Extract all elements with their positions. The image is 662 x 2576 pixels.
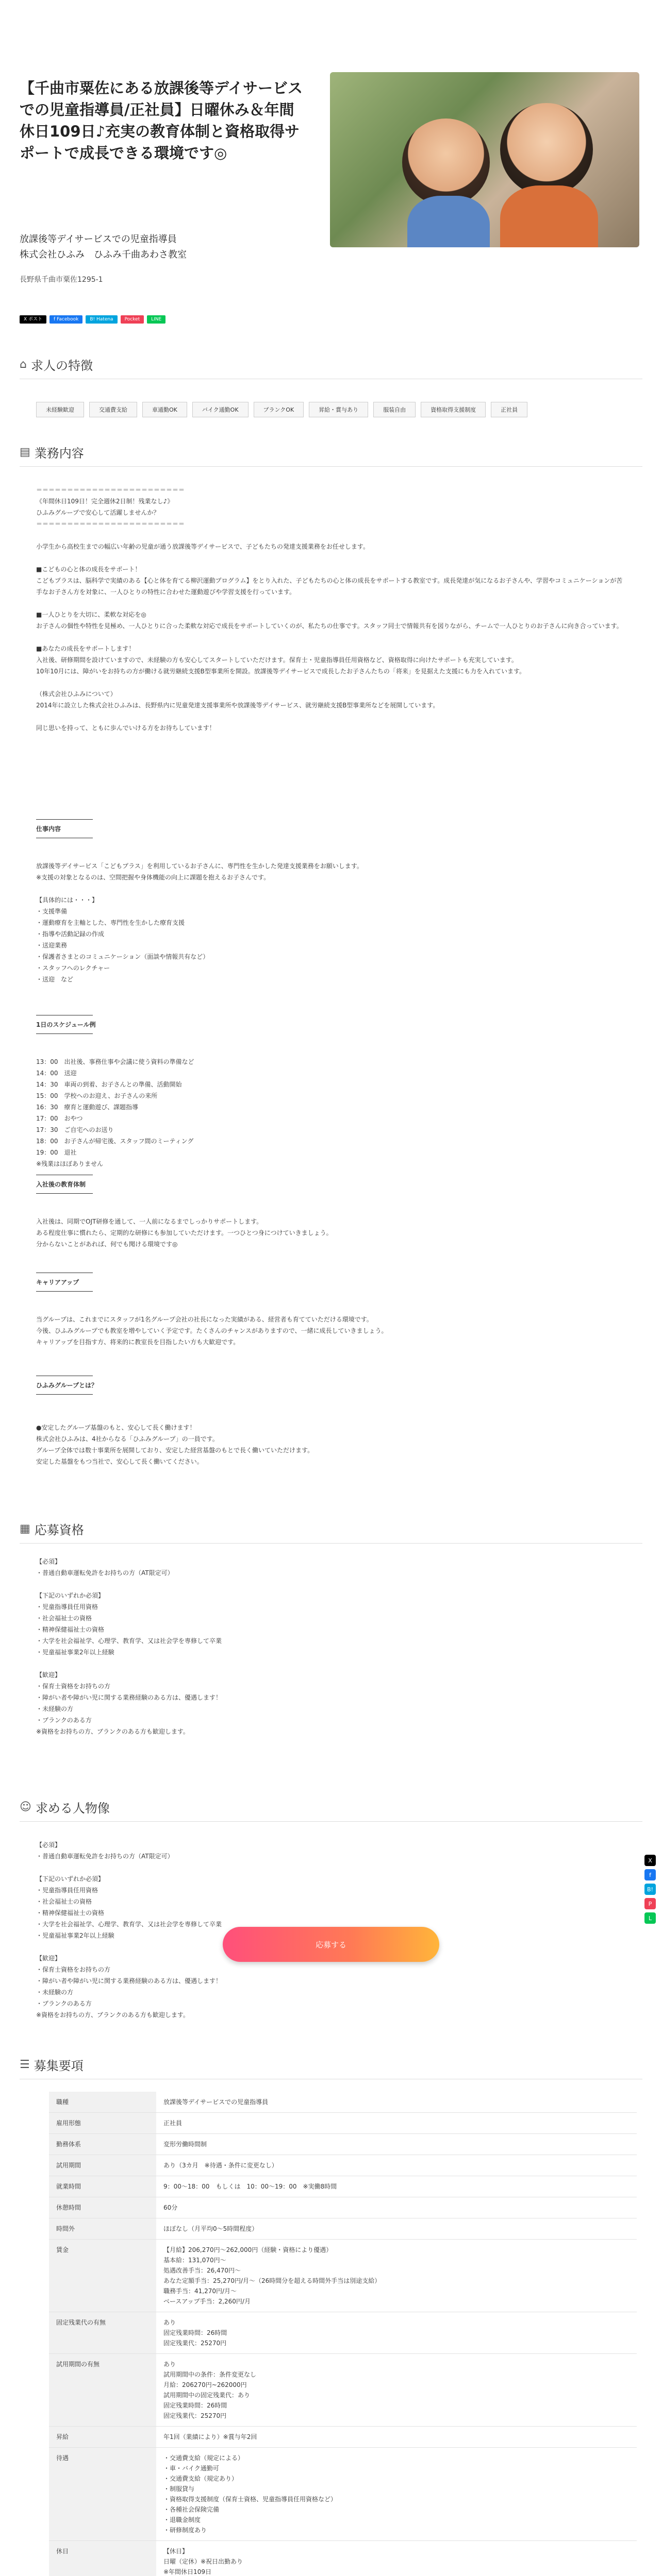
clipboard-icon: ▤ xyxy=(20,446,30,459)
recruit-row-label: 試用期間 xyxy=(49,2155,156,2176)
share-pocket-button[interactable]: Pocket xyxy=(121,315,144,324)
recruit-heading xyxy=(20,2056,84,2074)
list-icon: ☰ xyxy=(20,2058,30,2071)
recruit-row xyxy=(49,2312,637,2354)
feature-tag: 未経験歓迎 xyxy=(36,402,84,417)
share-buttons xyxy=(20,315,166,324)
recruit-row-value: 【月給】206,270円～262,000円（経験・資格により優遇） 基本給：131,070円～ 処遇改善手当：26,470円～ あなた定額手当：25,270円/月～（26時間分を超える時間外手当は別途支給） 職務手当：41,270円/月～ ベースアップ手当：2,260円/月 xyxy=(156,2240,637,2312)
recruit-row xyxy=(49,2427,637,2448)
share-hatena-button[interactable]: B! Hatena xyxy=(86,315,117,324)
recruit-row-value: ・交通費支給（規定による） ・車・バイク通勤可 ・交通費支給（規定あり） ・制服貸与 ・資格取得支援制度（保育士資格、児童指導員任用資格など） ・各種社会保険完備 ・退職金制度 ・研修制度あり xyxy=(156,2448,637,2541)
photo-shirt-orange xyxy=(500,185,598,247)
photo-shirt-blue xyxy=(407,196,490,247)
feature-tag: ブランクOK xyxy=(254,402,304,417)
career-title: キャリアアップ xyxy=(36,1279,79,1286)
apply-button[interactable]: 応募する xyxy=(223,1927,439,1962)
feature-tag: 車通勤OK xyxy=(142,402,187,417)
photo-child-right xyxy=(500,103,593,196)
recruit-row xyxy=(49,2176,637,2197)
schedule-text: 13：00 出社後、事務仕事や会議に使う資料の準備など 14：00 送迎 14：30 車両の到着、お子さんとの準備、活動開始 15：00 学校へのお迎え、お子さんの来所 16：30 療育と運動遊び、課題指導 17：00 おやつ 17：30 ご自宅へのお送り 18：00 お子さんが帰宅後、スタッフ間のミーティング 19：00 退社 ※残業はほぼありません xyxy=(36,1058,194,1167)
recruit-row-value: あり（3カ月 ※待遇・条件に変更なし） xyxy=(156,2155,637,2176)
recruit-heading-text: 募集要項 xyxy=(34,2059,84,2073)
recruit-row-value: 60分 xyxy=(156,2197,637,2218)
recruit-row-value: あり 試用期間中の条件：条件変更なし 月給：206270円~262000円 試用期間中の固定残業代：あり 固定残業時間：26時間 固定残業代：25270円 xyxy=(156,2354,637,2427)
recruit-table xyxy=(49,2092,637,2576)
float-share-hatena-button[interactable]: B! xyxy=(644,1884,656,1895)
float-share-pocket-button[interactable]: P xyxy=(644,1898,656,1909)
feature-tag: 服装自由 xyxy=(373,402,416,417)
recruit-row xyxy=(49,2218,637,2240)
photo-child-left xyxy=(402,118,490,206)
group-title: ひふみグループとは？ xyxy=(36,1382,98,1389)
feature-tag: 昇給・賞与あり xyxy=(309,402,368,417)
recruit-row-label: 時間外 xyxy=(49,2218,156,2240)
recruit-row-value: 9：00～18：00 もしくは 10：00～19：00 ※実働8時間 xyxy=(156,2176,637,2197)
floating-share-bar xyxy=(642,1855,658,1924)
recruit-row-label: 待遇 xyxy=(49,2448,156,2541)
document-icon: ▦ xyxy=(20,1522,30,1535)
divider xyxy=(20,466,642,467)
recruit-row-label: 職種 xyxy=(49,2092,156,2113)
career-text: 当グループは、これまでにスタッフが1名グループ会社の社長になった実績がある、経営者も育てていただける環境です。 今後、ひふみグループでも教室を増やしていく予定です。たくさんのチャンスがありますので、一緒に成長していきましょう。 キャリアップを目指す方、将来的に教室長を目指したい方も大歓迎です。 xyxy=(36,1316,388,1346)
float-share-facebook-button[interactable]: f xyxy=(644,1869,656,1880)
recruit-row xyxy=(49,2092,637,2113)
qualifications-heading-text: 応募資格 xyxy=(34,1523,84,1537)
recruit-row xyxy=(49,2240,637,2312)
ideal-person-heading xyxy=(20,1798,110,1816)
tag-icon: ⌂ xyxy=(20,358,27,371)
share-line-button[interactable]: LINE xyxy=(147,315,166,324)
recruit-row-label: 固定残業代の有無 xyxy=(49,2312,156,2354)
training-text: 入社後は、同期でOJT研修を通して、一人前になるまでしっかりサポートします。 ある程度仕事に慣れたら、定期的な研修にも参加していただけます。一つひとつ身につけていきましょう。 分からないことがあれば、何でも聞ける環境です◎ xyxy=(36,1218,333,1248)
recruit-row xyxy=(49,2134,637,2155)
tasks-title: 仕事内容 xyxy=(36,825,61,833)
ideal-person-text: 【必須】 ・普通自動車運転免許をお持ちの方（AT限定可） 【下記のいずれか必須】 ・児童指導員任用資格 ・社会福祉士の資格 ・精神保健福祉士の資格 ・大学を社会福祉学、心理学、教育学、又は社会学を専修して卒業 ・児童福祉事業2年以上経験 【歓迎】 ・保育士資格をお持ちの方 ・障がい者や障がい児に関する業務経験のある方は、優遇します！ ・未経験の方 ・ブランクのある方 ※資格をお持ちの方、ブランクのある方も歓迎します。 xyxy=(36,1841,222,2019)
recruit-row-label: 試用期間の有無 xyxy=(49,2354,156,2427)
recruit-row xyxy=(49,2354,637,2427)
business-heading xyxy=(20,443,84,461)
features-heading-text: 求人の特徴 xyxy=(30,359,93,373)
recruit-row-value: ほぼなし（月平均0～5時間程度） xyxy=(156,2218,637,2240)
recruit-row-value: 放課後等デイサービスでの児童指導員 xyxy=(156,2092,637,2113)
recruit-row-label: 休日 xyxy=(49,2541,156,2576)
hero-photo xyxy=(330,72,639,247)
recruit-row-label: 昇給 xyxy=(49,2427,156,2448)
recruit-row xyxy=(49,2197,637,2218)
feature-tag: 資格取得支援制度 xyxy=(421,402,486,417)
recruit-row-label: 勤務体系 xyxy=(49,2134,156,2155)
qualifications-text: 【必須】 ・普通自動車運転免許をお持ちの方（AT限定可） 【下記のいずれか必須】 ・児童指導員任用資格 ・社会福祉士の資格 ・精神保健福祉士の資格 ・大学を社会福祉学、心理学、教育学、又は社会学を専修して卒業 ・児童福祉事業2年以上経験 【歓迎】 ・保育士資格をお持ちの方 ・障がい者や障がい児に関する業務経験のある方は、優遇します！ ・未経験の方 ・ブランクのある方 ※資格をお持ちの方、ブランクのある方も歓迎します。 xyxy=(36,1558,222,1735)
business-heading-text: 業務内容 xyxy=(34,446,84,461)
recruit-row xyxy=(49,2113,637,2134)
recruit-row xyxy=(49,2541,637,2576)
recruit-row xyxy=(49,2155,637,2176)
recruit-row-label: 賃金 xyxy=(49,2240,156,2312)
job-name: 放課後等デイサービスでの児童指導員 xyxy=(20,234,177,245)
float-share-line-button[interactable]: L xyxy=(644,1912,656,1924)
feature-tag: バイク通勤OK xyxy=(192,402,249,417)
schedule-title: 1日のスケジュール例 xyxy=(36,1021,96,1028)
share-facebook-button[interactable]: f Facebook xyxy=(49,315,82,324)
job-subheader xyxy=(20,232,187,263)
feature-tags xyxy=(36,402,527,417)
recruit-row-value: 【休日】 日曜（定休）※祝日出勤あり ※年間休日109日 xyxy=(156,2541,637,2576)
recruit-row xyxy=(49,2448,637,2541)
company-name: 株式会社ひふみ ひふみ千曲あわさ教室 xyxy=(20,249,187,260)
features-heading xyxy=(20,355,93,374)
group-text: ●安定したグループ基盤のもと、安心して長く働けます！ 株式会社ひふみは、4社からなる「ひふみグループ」の一員です。 グループ全体では数十事業所を展開しており、安定した経営基盤のもとで長く働いていただけます。 安定した基盤をもつ当社で、安心して長く働いてください。 xyxy=(36,1424,314,1465)
training-title: 入社後の教育体制 xyxy=(36,1181,86,1188)
recruit-row-value: あり 固定残業時間：26時間 固定残業代：25270円 xyxy=(156,2312,637,2354)
job-title: 【千曲市粟佐にある放課後等デイサービスでの児童指導員/正社員】日曜休み＆年間休日109日♪充実の教育体制と資格取得サポートで成長できる環境です◎ xyxy=(20,79,303,162)
feature-tag: 正社員 xyxy=(491,402,527,417)
divider xyxy=(20,1543,642,1544)
tasks-text: 放課後等デイサービス「こどもプラス」を利用しているお子さんに、専門性を生かした発達支援業務をお願いします。 ※支援の対象となるのは、空間把握や身体機能の向上に課題を抱えるお子さんです。 【具体的には・・・】 ・支援準備 ・運動療育を主軸とした、専門性を生かした療育支援 ・指導や活動記録の作成 ・送迎業務 ・保護者さまとのコミュニケーション（面談や情報共有など） ・スタッフへのレクチャー ・送迎 など xyxy=(36,862,363,983)
qualifications-heading xyxy=(20,1520,84,1538)
recruit-row-value: 年1回（業績により）※賞与年2回 xyxy=(156,2427,637,2448)
person-icon: ☺ xyxy=(20,1801,31,1814)
float-share-x-button[interactable]: X xyxy=(644,1855,656,1866)
recruit-row-value: 正社員 xyxy=(156,2113,637,2134)
recruit-row-label: 休憩時間 xyxy=(49,2197,156,2218)
business-intro: ＝＝＝＝＝＝＝＝＝＝＝＝＝＝＝＝＝＝＝＝＝＝＝＝ 《年間休日109日！完全週休2日制！残業なし♪》 ひふみグループで安心して活躍しませんか？ ＝＝＝＝＝＝＝＝＝＝＝＝＝＝＝＝＝＝＝＝＝＝＝＝ 小学生から高校生までの幅広い年齢の児童が通う放課後等デイサービスで、子どもたちの発達支援業務をお任せします。 ■こどもの心と体の成長をサポート！ こどもプラスは、脳科学で実績のある【心と体を育てる柳沢運動プログラム】をとり入れた、子どもたちの心と体の成長をサポートする教室です。成長発達が気になるお子さんや、学習やコミュニケーションが苦手なお子さん方を対象に、一人ひとりの特性に合わせた運動遊びや学習支援を行っています。 ■一人ひとりを大切に、柔軟な対応を◎ お子さんの個性や特性を見極め、一人ひとりに合った柔軟な対応で成長をサポートしていくのが、私たちの仕事です。スタッフ同士で情報共有を図りながら、チームで一人ひとりのお子さんに向き合っています。 ■あなたの成長をサポートします！ 入社後、研修期間を設けていますので、未経験の方も安心してスタートしていただけます。保育士・児童指導員任用資格など、資格取得に向けたサポートも充実しています。 10年10月には、障がいをお持ちの方が働ける就労継続支援B型事業所を開設。放課後等デイサービスで成長したお子さんたちの「将来」を見据えた支援にも力を入れています。 （株式会社ひふみについて） 2014年に設立した株式会社ひふみは、長野県内に児童発達支援事業所や放課後等デイサービス、就労継続支援B型事業所などを展開しています。 同じ思いを持って、ともに歩んでいける方をお待ちしています！ xyxy=(36,486,623,732)
recruit-row-label: 雇用形態 xyxy=(49,2113,156,2134)
divider xyxy=(20,1821,642,1822)
share-x-button[interactable]: X ポスト xyxy=(20,315,46,324)
feature-tag: 交通費支給 xyxy=(89,402,137,417)
recruit-row-value: 変形労働時間制 xyxy=(156,2134,637,2155)
recruit-row-label: 就業時間 xyxy=(49,2176,156,2197)
job-address: 長野県千曲市粟佐1295-1 xyxy=(20,276,103,284)
ideal-person-heading-text: 求める人物像 xyxy=(35,1801,110,1816)
